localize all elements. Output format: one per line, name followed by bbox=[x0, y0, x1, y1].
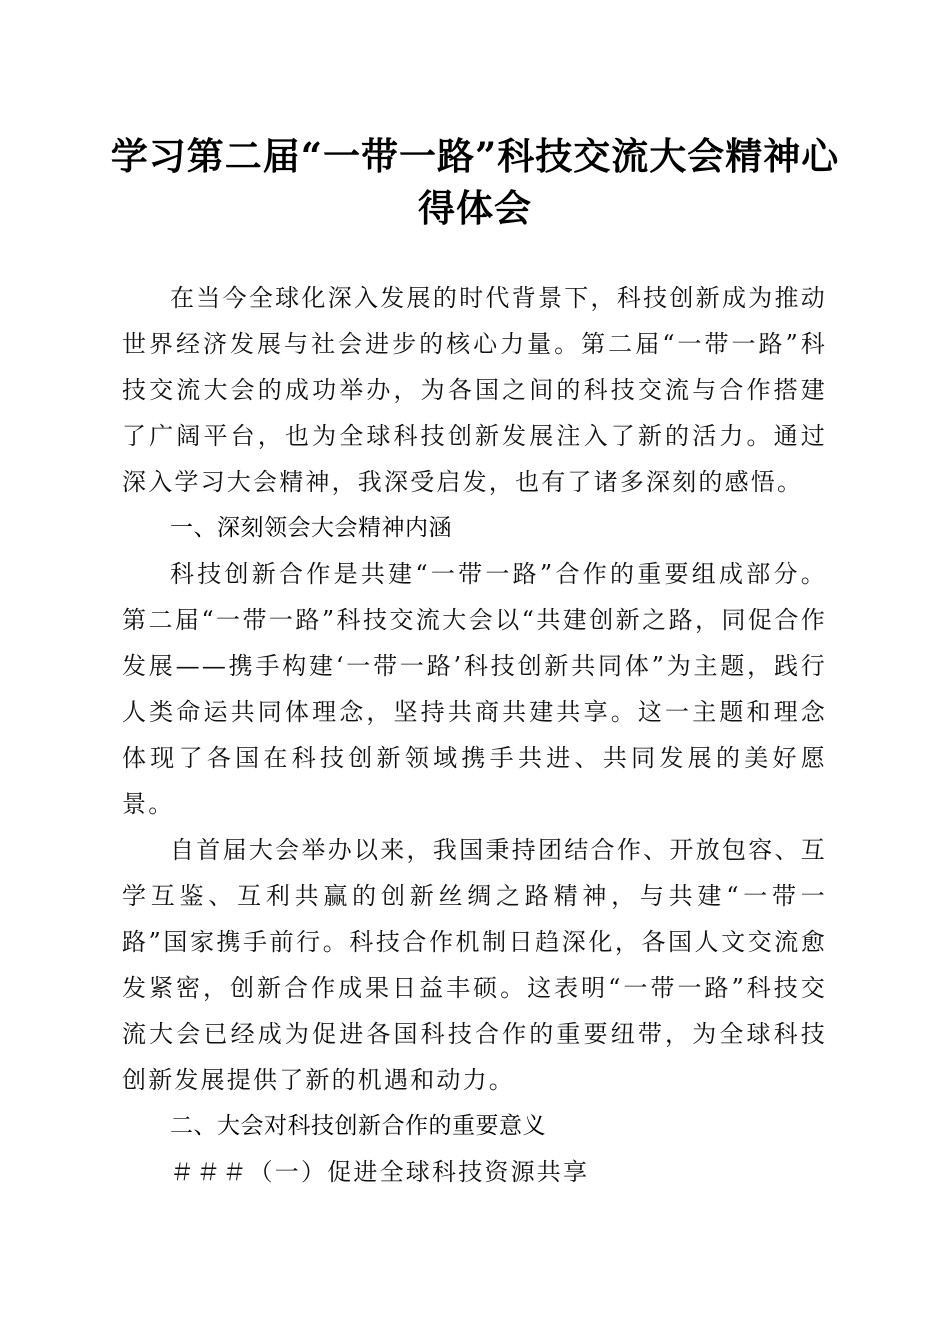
paragraph-intro: 在当今全球化深入发展的时代背景下，科技创新成为推动世界经济发展与社会进步的核心力量。第二届“一带一路”科技交流大会的成功举办，为各国之间的科技交流与合作搭建了广阔平台，也为全球科技创新发展注入了新的活力。通过深入学习大会精神，我深受启发，也有了诸多深刻的感悟。 bbox=[122, 284, 827, 496]
section-heading-2: 二、大会对科技创新合作的重要意义 bbox=[170, 1113, 546, 1139]
subsection-heading-1: ＃＃＃（一）促进全球科技资源共享 bbox=[170, 1158, 590, 1186]
section-heading-1: 一、深刻领会大会精神内涵 bbox=[170, 515, 452, 541]
document-title: 学习第二届“一带一路”科技交流大会精神心得体会 bbox=[110, 134, 840, 230]
document-body bbox=[122, 275, 827, 1195]
paragraph-theme: 科技创新合作是共建“一带一路”合作的重要组成部分。第二届“一带一路”科技交流大会以“共建创新之路，同促合作发展——携手构建‘一带一路’科技创新共同体”为主题，践行人类命运共同体理念，坚持共商共建共享。这一主题和理念体现了各国在科技创新领域携手共进、共同发展的美好愿景。 bbox=[122, 560, 827, 818]
paragraph-history: 自首届大会举办以来，我国秉持团结合作、开放包容、互学互鉴、互利共赢的创新丝绸之路精神，与共建“一带一路”国家携手前行。科技合作机制日趋深化，各国人文交流愈发紧密，创新合作成果日益丰硕。这表明“一带一路”科技交流大会已经成为促进各国科技合作的重要纽带，为全球科技创新发展提供了新的机遇和动力。 bbox=[122, 836, 827, 1094]
